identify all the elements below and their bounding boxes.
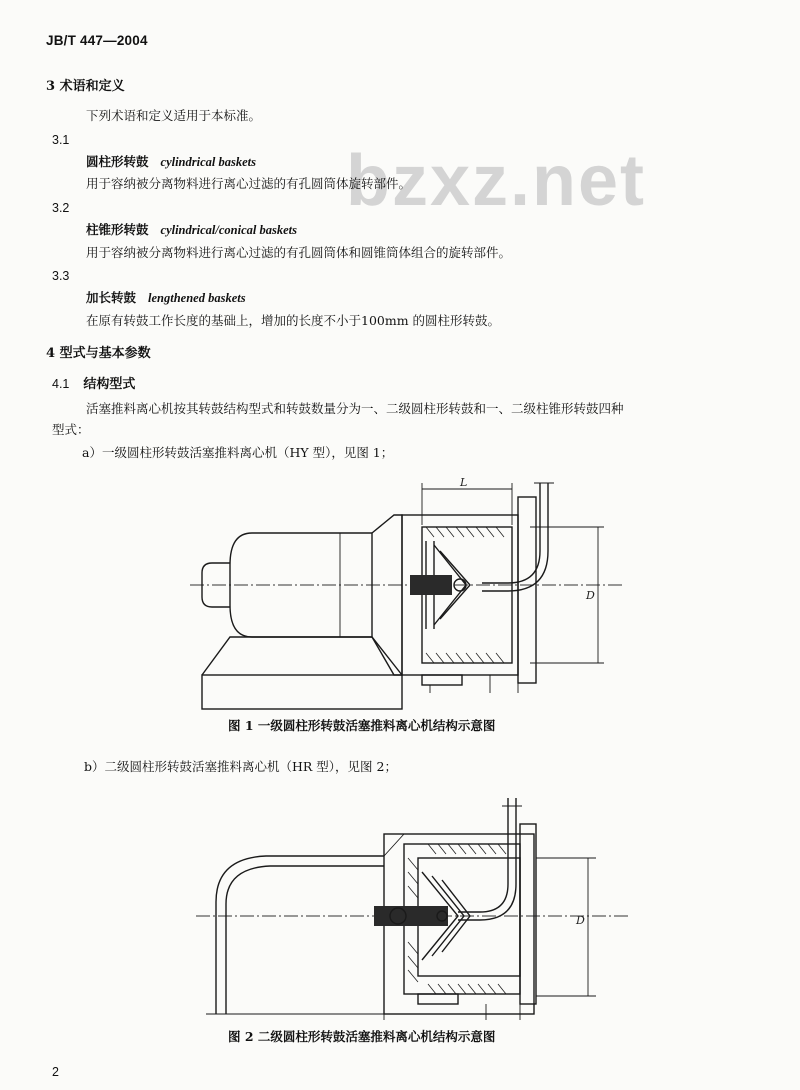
watermark: bzxz.net — [346, 141, 647, 221]
term-3-3-title — [86, 292, 246, 305]
standard-number: JB/T 447—2004 — [46, 33, 148, 48]
term-3-2-zh: 柱锥形转鼓 — [86, 222, 149, 237]
term-3-3-number: 3.3 — [52, 269, 70, 283]
item-a-hy-type: a）一级圆柱形转鼓活塞推料离心机（HY 型），见图 1； — [82, 445, 394, 460]
section-3-heading: 3 术语和定义 — [46, 79, 125, 94]
figure-2-drawing — [196, 792, 636, 1024]
figure-1-dim-L: L — [460, 476, 468, 489]
figure-2-dim-D: D — [576, 914, 585, 927]
section-4-1-heading — [52, 378, 135, 391]
term-3-3-definition: 在原有转鼓工作长度的基础上，增加的长度不小于100mm 的圆柱形转鼓。 — [86, 313, 501, 328]
figure-1-dim-D: D — [586, 589, 595, 602]
term-3-1-definition: 用于容纳被分离物料进行离心过滤的有孔圆筒体旋转部件。 — [86, 176, 412, 191]
page-number: 2 — [52, 1065, 59, 1079]
term-3-2-en: cylindrical/conical baskets — [160, 223, 297, 237]
figure-1-drawing — [190, 475, 630, 715]
term-3-1-number: 3.1 — [52, 133, 70, 147]
section-4-1-paragraph-line2: 型式： — [52, 422, 90, 437]
term-3-1-zh: 圆柱形转鼓 — [86, 154, 149, 169]
term-3-2-definition: 用于容纳被分离物料进行离心过滤的有孔圆筒体和圆锥筒体组合的旋转部件。 — [86, 245, 512, 260]
item-b-hr-type: b）二级圆柱形转鼓活塞推料离心机（HR 型），见图 2； — [84, 759, 397, 774]
term-3-1-title — [86, 156, 256, 169]
section-4-heading: 4 型式与基本参数 — [46, 346, 151, 361]
term-3-3-en: lengthened baskets — [148, 291, 246, 305]
section-4-1-title: 结构型式 — [83, 377, 136, 392]
term-3-1-en: cylindrical baskets — [160, 155, 256, 169]
term-3-2-title — [86, 224, 297, 237]
section-4-1-number: 4.1 — [52, 377, 70, 391]
term-3-2-number: 3.2 — [52, 201, 70, 215]
section-3-intro: 下列术语和定义适用于本标准。 — [86, 108, 262, 123]
figure-1-caption: 图 1 一级圆柱形转鼓活塞推料离心机结构示意图 — [228, 718, 496, 733]
figure-2-caption: 图 2 二级圆柱形转鼓活塞推料离心机结构示意图 — [228, 1029, 496, 1044]
term-3-3-zh: 加长转鼓 — [86, 290, 137, 305]
section-4-1-paragraph-line1: 活塞推料离心机按其转鼓结构型式和转鼓数量分为一、二级圆柱形转鼓和一、二级柱锥形转鼓四种 — [86, 401, 624, 416]
